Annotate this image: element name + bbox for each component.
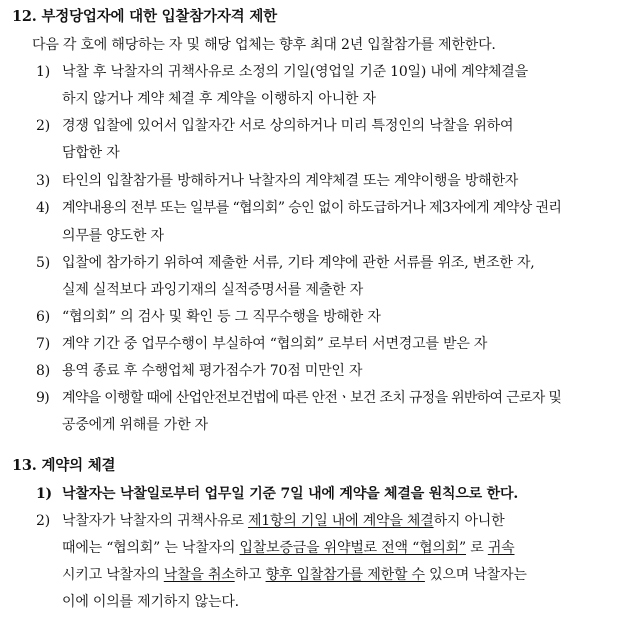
list-item [36,485,518,503]
item-text [62,513,504,529]
item-text: 용역 종료 후 수행업체 평가점수가 70점 미만인 자 [62,363,363,379]
list-item [36,308,381,326]
section-12-title: 12. 부정당업자에 대한 입찰참가자격 제한 [12,8,277,25]
item-number: 2) [36,118,50,134]
item-text-continued: 의무를 양도한 자 [62,228,164,244]
item-text: 계약 기간 중 업무수행이 부실하여 “협의회” 로부터 서면경고를 받은 자 [62,336,488,352]
item-text: 입찰에 참가하기 위하여 제출한 서류, 기타 계약에 관한 서류를 위조, 변조한 자, [62,255,535,271]
item-number: 2) [36,513,50,529]
text-run: 때에는 “협의회” 는 낙찰자의 [62,540,240,556]
list-item [36,63,528,81]
underlined-text: 향후 입찰참가를 제한할 수 [265,567,425,583]
list-item [36,362,362,380]
underlined-text: 귀속 [487,540,515,556]
item-number: 9) [36,390,49,406]
item-text: 계약내용의 전부 또는 일부를 “협의회” 승인 없이 하도급하거나 제3자에게 계약상 권리 [62,200,562,216]
item-text-continued [62,566,527,584]
item-text-continued [62,539,515,557]
text-run: 시키고 낙찰자의 [62,567,164,583]
item-text: 경쟁 입찰에 있어서 입찰자간 서로 상의하거나 미리 특정인의 낙찰을 위하여 [62,118,514,134]
item-text: 낙찰자는 낙찰일로부터 업무일 기준 7일 내에 계약을 체결을 원칙으로 한다. [62,486,518,502]
underlined-text: 제1항의 기일 내에 계약을 체결 [247,513,434,529]
list-item [36,512,504,530]
item-number: 4) [36,200,50,216]
item-text: “협의회” 의 검사 및 확인 등 그 직무수행을 방해한 자 [62,309,381,325]
item-text-continued: 공중에게 위해를 가한 자 [62,417,208,433]
item-number: 7) [36,336,50,352]
item-number: 1) [36,486,52,502]
item-number: 6) [36,309,50,325]
item-text-continued: 하지 않거나 계약 체결 후 계약을 이행하지 아니한 자 [62,91,376,107]
text-run: 하지 아니한 [433,513,505,529]
item-number: 1) [36,64,50,80]
item-number: 5) [36,255,50,271]
item-text: 계약을 이행할 때에 산업안전보건법에 따른 안전ㆍ보건 조치 규정을 위반하여 근로자 및 [62,390,562,406]
list-item [36,335,487,353]
item-text: 타인의 입찰참가를 방해하거나 낙찰자의 계약체결 또는 계약이행을 방해한자 [62,173,519,189]
section-13-title: 13. 계약의 체결 [12,457,116,474]
text-run: 하고 [234,567,266,583]
text-run: 있으며 낙찰자는 [424,567,527,583]
text-run: 낙찰자가 낙찰자의 귀책사유로 [62,513,248,529]
underlined-text: 입찰보증금을 위약벌로 전액 “협의회” [239,540,467,556]
item-text: 낙찰 후 낙찰자의 귀책사유로 소정의 기일(영업일 기준 10일) 내에 계약체결을 [62,64,528,80]
item-text-continued: 이에 이의를 제기하지 않는다. [62,594,239,610]
list-item [36,199,561,217]
underlined-text: 낙찰을 취소 [163,567,235,583]
item-text-continued: 실제 실적보다 과잉기재의 실적증명서를 제출한 자 [62,282,364,298]
text-run: 로 [466,540,488,556]
list-item [36,254,535,272]
section-12-intro: 다음 각 호에 해당하는 자 및 해당 업체는 향후 최대 2년 입찰참가를 제한한다. [32,37,496,53]
list-item [36,172,518,190]
list-item [36,389,561,407]
list-item [36,117,513,135]
item-text-continued: 담합한 자 [62,145,120,161]
item-number: 3) [36,173,50,189]
item-number: 8) [36,363,50,379]
